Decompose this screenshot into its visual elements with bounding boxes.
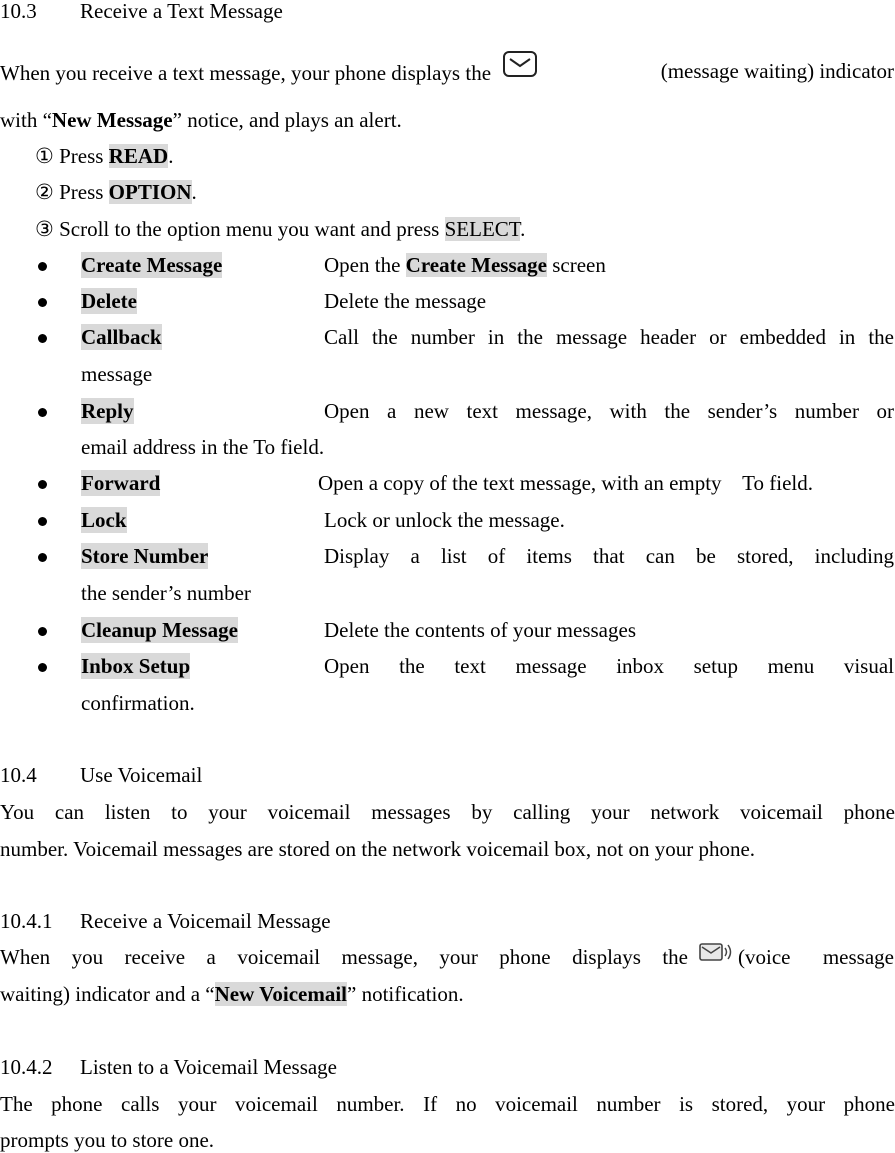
receive-voicemail-text-a: When you receive a voicemail message, your phone displays the: [0, 945, 688, 969]
section-heading-10-3: [0, 0, 895, 24]
option-desc-bold: Create Message: [405, 253, 547, 277]
new-voicemail-notice: New Voicemail: [214, 982, 347, 1006]
bullet: [38, 553, 47, 562]
option-term: Inbox Setup: [81, 654, 191, 678]
section-heading-10-4-1: [0, 908, 895, 934]
step-punct: .: [191, 180, 197, 204]
receive-voicemail-text-c: waiting) indicator and a “: [0, 982, 215, 1006]
voicemail-paragraph-line-1: You can listen to your voicemail messages by calling your network voicemail phone: [0, 800, 895, 824]
option-term: Cleanup Message: [81, 618, 238, 642]
select-key: SELECT: [444, 217, 521, 241]
intro-text-b: (message waiting) indicator: [660, 59, 894, 83]
bullet: [38, 262, 47, 271]
listen-voicemail-line-1: The phone calls your voicemail number. If no voicemail number is stored, your phone: [0, 1092, 895, 1116]
section-number: 10.4: [0, 763, 37, 787]
intro-line-2: [0, 107, 895, 133]
option-desc-continued: the sender’s number: [81, 581, 251, 605]
new-message-notice: New Message: [51, 108, 173, 132]
option-desc-b: screen: [546, 253, 606, 277]
receive-voicemail-text-b: (voice message: [738, 945, 894, 969]
section-title: Receive a Text Message: [80, 0, 283, 23]
section-heading-10-4: [0, 762, 895, 788]
intro-line-1: [0, 58, 895, 92]
listen-voicemail-line-2: prompts you to store one.: [0, 1128, 215, 1152]
section-title: Receive a Voicemail Message: [80, 909, 331, 933]
option-desc: Call the number in the message header or embedded in the: [324, 325, 894, 349]
section-title: Use Voicemail: [80, 763, 203, 787]
receive-voicemail-text-d: ” notification.: [347, 982, 464, 1006]
receive-voicemail-line-2: [0, 981, 895, 1007]
step-3: [35, 216, 895, 242]
section-number: 10.4.2: [0, 1055, 53, 1079]
step-text: Scroll to the option menu you want and press: [59, 217, 445, 241]
option-desc-a: Open the: [324, 253, 406, 277]
option-term: Create Message: [81, 253, 223, 277]
section-number: 10.3: [0, 0, 37, 23]
section-heading-10-4-2: [0, 1054, 895, 1080]
option-term: Callback: [81, 325, 162, 349]
option-term: Delete: [81, 289, 137, 313]
option-desc-continued: email address in the To field.: [81, 435, 325, 459]
bullet: [38, 627, 47, 636]
option-term: Store Number: [81, 544, 209, 568]
step-marker: ③: [35, 217, 54, 241]
option-desc: Delete the contents of your messages: [324, 618, 636, 642]
step-punct: .: [520, 217, 526, 241]
envelope-icon: [502, 50, 538, 84]
bullet: [38, 517, 47, 526]
section-title: Listen to a Voicemail Message: [80, 1055, 338, 1079]
option-term: Forward: [81, 471, 161, 495]
voicemail-paragraph-line-2: number. Voicemail messages are stored on the network voicemail box, not on your phone.: [0, 837, 756, 861]
option-desc: Open a copy of the text message, with an empty To field.: [318, 471, 814, 495]
step-1: [35, 143, 895, 169]
option-desc: Open a new text message, with the sender’s number or: [324, 399, 894, 423]
bullet: [38, 663, 47, 672]
option-term: Reply: [81, 399, 134, 423]
step-marker: ②: [35, 180, 54, 204]
option-key: OPTION: [108, 180, 192, 204]
step-text: Press: [59, 180, 109, 204]
step-text: Press: [59, 144, 109, 168]
bullet: [38, 298, 47, 307]
bullet: [38, 334, 47, 343]
option-desc: Delete the message: [324, 289, 487, 313]
step-2: [35, 179, 895, 205]
step-marker: ①: [35, 144, 54, 168]
option-desc-continued: confirmation.: [81, 691, 195, 715]
option-desc-continued: message: [81, 362, 153, 386]
intro-text-a: When you receive a text message, your phone displays the: [0, 60, 492, 85]
section-number: 10.4.1: [0, 909, 53, 933]
intro-text-c1: with “: [0, 108, 52, 132]
option-desc: Open the text message inbox setup menu visual: [324, 654, 894, 678]
option-desc: Lock or unlock the message.: [324, 508, 565, 532]
bullet: [38, 480, 47, 489]
step-punct: .: [168, 144, 174, 168]
option-desc: Display a list of items that can be stored, including: [324, 544, 894, 568]
bullet: [38, 408, 47, 417]
option-desc: [324, 252, 894, 278]
voicemail-icon: [699, 941, 735, 969]
read-key: READ: [108, 144, 169, 168]
option-term: Lock: [81, 508, 127, 532]
intro-text-c2: ” notice, and plays an alert.: [172, 108, 402, 132]
